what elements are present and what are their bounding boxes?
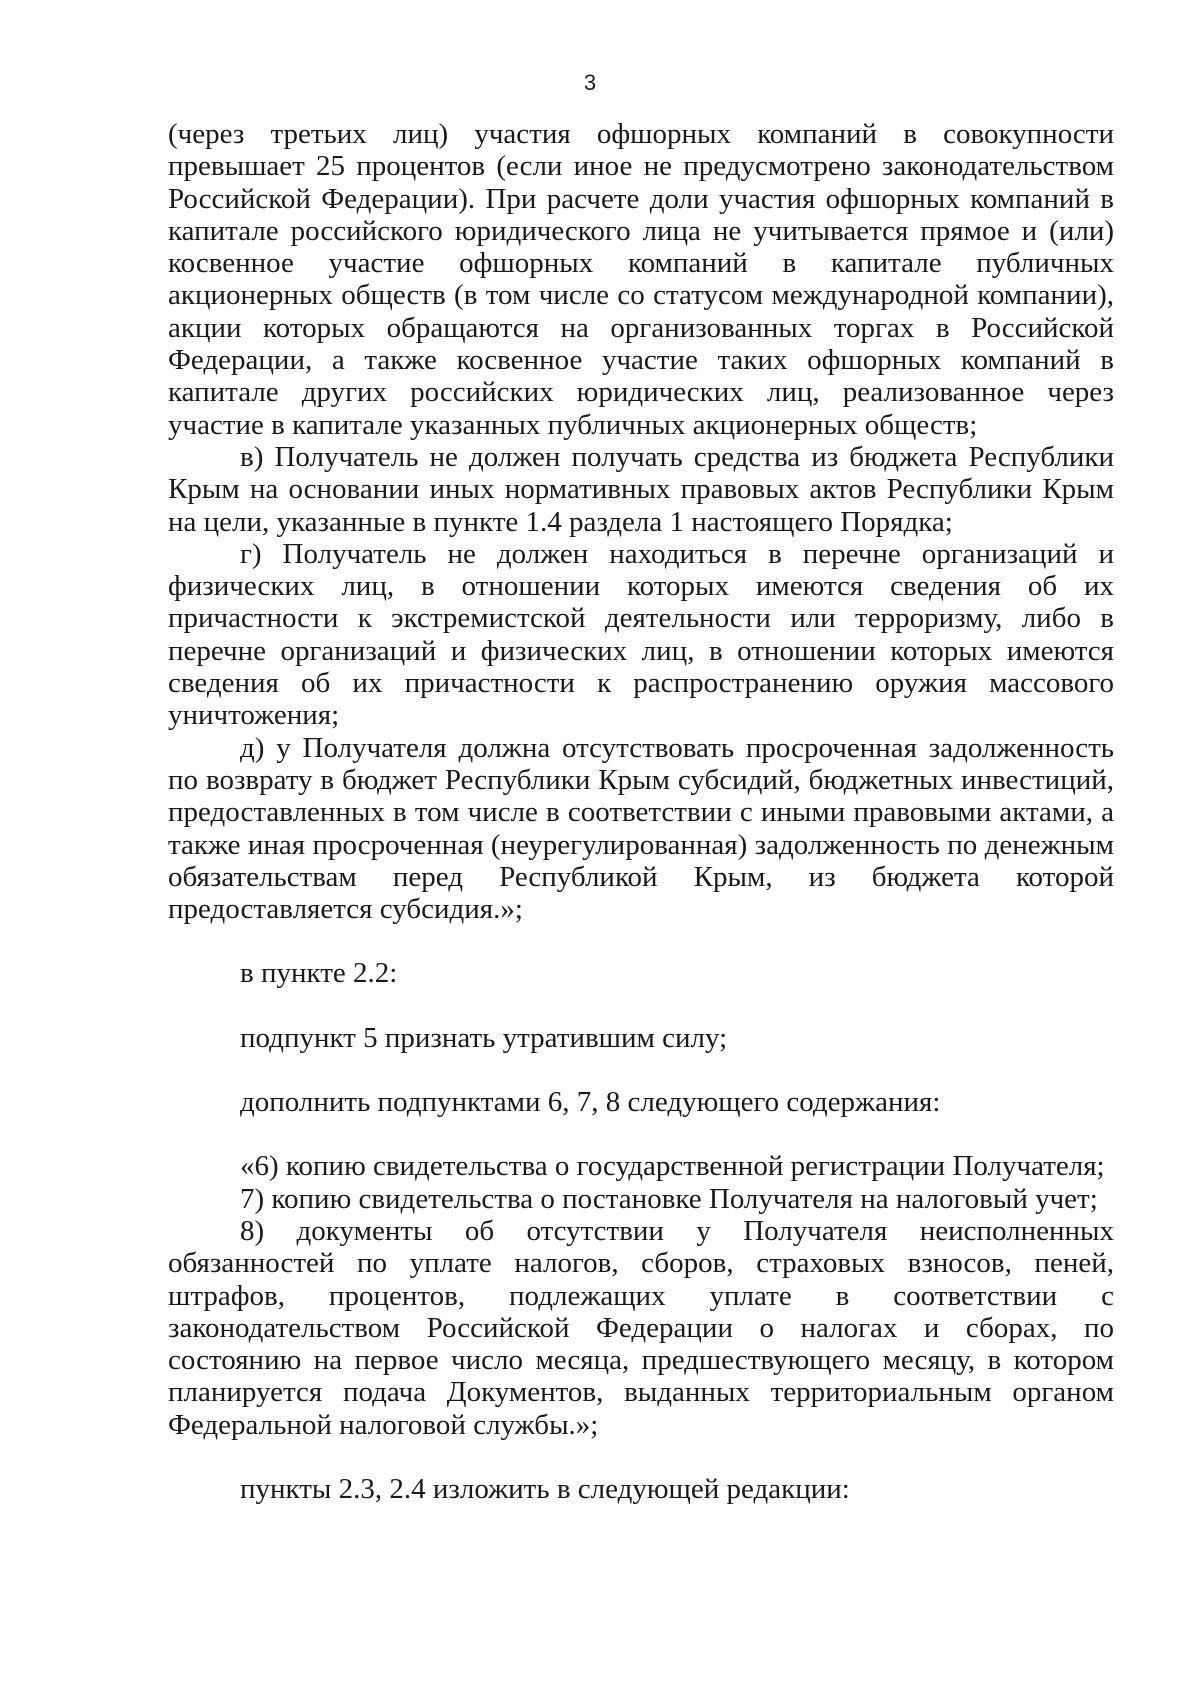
paragraph-offshore-participation: (через третьих лиц) участия офшорных компаний в совокупности превышает 25 процентов (если иное не предусмотрено законодательством Российской Федерации). При расчете доли участия офшорных компаний в капитале российского юридического лица не учитывается прямое и (или) косвенное участие офшорных компаний в капитале публичных акционерных обществ (в том числе со статусом международной компании), акции которых обращаются на организованных торгах в Российской Федерации, а также косвенное участие таких офшорных компаний в капитале других российских юридических лиц, реализованное через участие в капитале указанных публичных акционерных обществ; [168, 118, 1114, 441]
page-number: 3 [583, 70, 597, 95]
paragraph-clauses-2-3-2-4: пункты 2.3, 2.4 изложить в следующей редакции: [240, 1472, 850, 1505]
paragraph-item-d: д) у Получателя должна отсутствовать просроченная задолженность по возврату в бюджет Республики Крым субсидий, бюджетных инвестиций, предоставленных в том числе в соответствии с иными правовыми актами, а также иная просроченная (неурегулированная) задолженность по денежным обязательствам перед Республикой Крым, из бюджета которой предоставляется субсидия.»; [168, 731, 1114, 926]
paragraph-item-g: г) Получатель не должен находиться в перечне организаций и физических лиц, в отношении которых имеются сведения об их причастности к экстремистской деятельности или терроризму, либо в перечне организаций и физических лиц, в отношении которых имеются сведения об их причастности к распространению оружия массового уничтожения; [168, 537, 1114, 732]
paragraph-subclause-7: 7) копию свидетельства о постановке Получателя на налоговый учет; [240, 1182, 1098, 1215]
paragraph-subclause-8: 8) документы об отсутствии у Получателя неисполненных обязанностей по уплате налогов, сборов, страховых взносов, пеней, штрафов, процентов, подлежащих уплате в соответствии с законодательством Российской Федерации о налогах и сборах, по состоянию на первое число месяца, предшествующего месяцу, в котором планируется подача Документов, выданных территориальным органом Федеральной налоговой службы.»; [168, 1214, 1114, 1441]
paragraph-add-subclauses: дополнить подпунктами 6, 7, 8 следующего содержания: [240, 1086, 941, 1119]
document-body [168, 118, 1114, 1505]
paragraph-clause-2-2: в пункте 2.2: [240, 957, 398, 990]
paragraph-item-v: в) Получатель не должен получать средства из бюджета Республики Крым на основании иных нормативных правовых актов Республики Крым на цели, указанные в пункте 1.4 раздела 1 настоящего Порядка; [168, 440, 1114, 538]
paragraph-subclause-5-repeal: подпункт 5 признать утратившим силу; [240, 1021, 728, 1054]
paragraph-subclause-6: «6) копию свидетельства о государственной регистрации Получателя; [240, 1150, 1105, 1183]
